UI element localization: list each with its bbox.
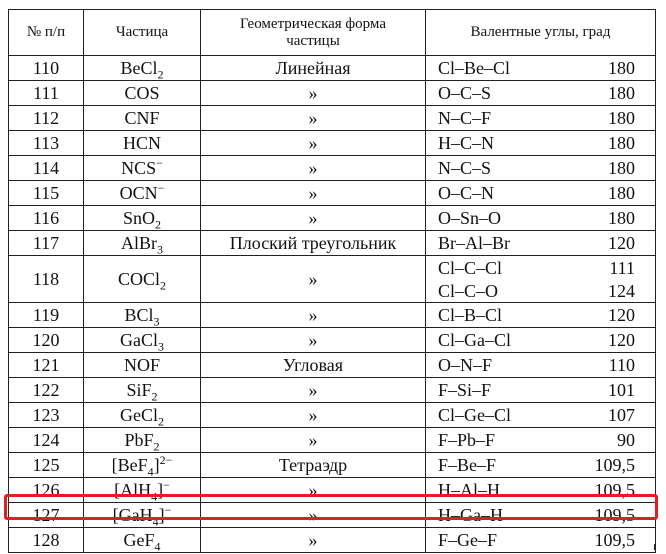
row-number: 120 [9, 328, 84, 353]
formula-charge: − [156, 156, 163, 170]
bond-angle-line [438, 403, 635, 427]
geometry-shape: » [201, 328, 426, 353]
bond-angles-cell [426, 181, 656, 206]
row-number: 124 [9, 428, 84, 453]
angle-value: 120 [608, 305, 635, 325]
row-number: 119 [9, 303, 84, 328]
angle-value: 180 [608, 58, 635, 78]
formula-subscript: 2 [160, 278, 166, 293]
row-number: 128 [9, 528, 84, 553]
bond-angle-line [438, 279, 635, 302]
bond-angle-line [438, 478, 635, 502]
formula-text: ] [157, 480, 164, 500]
particle-formula [84, 503, 201, 528]
particle-formula [84, 378, 201, 403]
particle-formula [84, 303, 201, 328]
row-number: 125 [9, 453, 84, 478]
angle-value: 180 [608, 133, 635, 153]
bond-label: F–Pb–F [438, 430, 496, 450]
bond-angles-cell [426, 328, 656, 353]
bond-label: Cl–Ge–Cl [438, 405, 512, 425]
formula-text: AlBr [121, 233, 157, 253]
angle-value: 109,5 [594, 455, 635, 475]
row-number: 111 [9, 81, 84, 106]
formula-subscript: 2 [157, 67, 164, 82]
angle-value: 180 [608, 108, 635, 128]
header-angles: Валентные углы, град [426, 10, 656, 56]
bond-angles-cell [426, 378, 656, 403]
formula-subscript: 4 [152, 514, 159, 529]
bond-angle-line [438, 503, 635, 527]
bond-angle-line [438, 453, 635, 477]
formula-text: SnO [122, 208, 155, 228]
geometry-shape: Угловая [201, 353, 426, 378]
bond-label: O–N–F [438, 355, 493, 375]
bond-angles-cell [426, 478, 656, 503]
bond-angles-cell [426, 231, 656, 256]
geometry-shape: Тетраэдр [201, 453, 426, 478]
bond-label: O–C–S [438, 83, 492, 103]
geometry-shape: » [201, 378, 426, 403]
table-body [9, 56, 656, 553]
bond-label: Cl–Ga–Cl [438, 330, 512, 350]
bond-angle-line [438, 256, 635, 279]
geometry-shape: » [201, 106, 426, 131]
bond-angle-line [438, 303, 635, 327]
particle-formula [84, 231, 201, 256]
angle-value: 90 [617, 430, 635, 450]
formula-text: GeF [123, 530, 155, 550]
row-number: 117 [9, 231, 84, 256]
formula-text: ] [158, 505, 165, 525]
particle-geometry-table [8, 9, 656, 553]
bond-label: H–C–N [438, 133, 495, 153]
angle-value: 110 [608, 355, 635, 375]
bond-label: N–C–F [438, 108, 492, 128]
bond-angle-line [438, 56, 635, 80]
angle-value: 180 [608, 158, 635, 178]
particle-formula [84, 156, 201, 181]
formula-text: [GaH [112, 505, 153, 525]
formula-subscript: 2 [155, 217, 161, 232]
particle-formula [84, 181, 201, 206]
formula-subscript: 2 [151, 389, 158, 404]
geometry-shape: » [201, 503, 426, 528]
angle-value: 107 [608, 405, 635, 425]
bond-angle-line [438, 206, 635, 230]
formula-charge: − [163, 478, 170, 492]
formula-text: GaCl [120, 330, 158, 350]
row-number: 114 [9, 156, 84, 181]
particle-formula [84, 428, 201, 453]
table-row [9, 453, 656, 478]
bond-angles-cell [426, 403, 656, 428]
row-number: 116 [9, 206, 84, 231]
angle-value: 180 [608, 208, 635, 228]
geometry-shape: » [201, 428, 426, 453]
row-number: 126 [9, 478, 84, 503]
header-num: № п/п [9, 10, 84, 56]
bond-angle-line [438, 428, 635, 452]
row-number: 127 [9, 503, 84, 528]
table-row [9, 206, 656, 231]
formula-text: COS [124, 83, 160, 103]
particle-formula [84, 206, 201, 231]
formula-text: SiF [126, 380, 152, 400]
bond-label: F–Ge–F [438, 530, 498, 550]
row-number: 112 [9, 106, 84, 131]
geometry-shape: » [201, 478, 426, 503]
particle-formula [84, 56, 201, 81]
particle-formula [84, 106, 201, 131]
bond-angle-line [438, 378, 635, 402]
bond-angles-cell [426, 428, 656, 453]
angle-value: 109,5 [594, 530, 635, 550]
angle-value: 124 [608, 280, 635, 301]
bond-label: H–Al–H [438, 480, 500, 500]
formula-subscript: 4 [147, 464, 154, 479]
row-number: 110 [9, 56, 84, 81]
table-row [9, 81, 656, 106]
table-row [9, 256, 656, 303]
formula-text: CNF [124, 108, 160, 128]
particle-formula [84, 81, 201, 106]
table-row [9, 503, 656, 528]
row-number: 123 [9, 403, 84, 428]
header-particle: Частица [84, 10, 201, 56]
geometry-shape: » [201, 256, 426, 303]
table-row [9, 303, 656, 328]
bond-label: F–Si–F [438, 380, 492, 400]
bond-angles-cell [426, 206, 656, 231]
formula-subscript: 4 [154, 539, 161, 554]
angle-value: 109,5 [594, 505, 635, 525]
bond-angle-line [438, 156, 635, 180]
bond-label: N–C–S [438, 158, 492, 178]
table-row [9, 328, 656, 353]
formula-charge: 2− [159, 453, 173, 467]
table-row [9, 403, 656, 428]
formula-subscript: 2 [158, 414, 164, 429]
table-row [9, 231, 656, 256]
formula-charge: − [164, 503, 172, 517]
bond-angle-line [438, 131, 635, 155]
bond-angles-cell [426, 131, 656, 156]
bond-label: Br–Al–Br [438, 233, 510, 253]
table-header-row [9, 10, 656, 56]
bond-angle-line [438, 106, 635, 130]
table-row [9, 181, 656, 206]
geometry-shape: » [201, 156, 426, 181]
formula-text: BeCl [120, 58, 158, 78]
bond-angles-cell [426, 503, 656, 528]
bond-label: O–C–N [438, 183, 495, 203]
bond-angles-cell [426, 156, 656, 181]
table-row [9, 353, 656, 378]
angle-value: 120 [608, 330, 635, 350]
formula-text: BCl [124, 305, 154, 325]
particle-formula [84, 478, 201, 503]
formula-text: NOF [123, 355, 160, 375]
formula-subscript: 2 [153, 439, 160, 454]
bond-angle-line [438, 328, 635, 352]
bond-angles-cell [426, 303, 656, 328]
geometry-shape: » [201, 403, 426, 428]
bond-label: Cl–Be–Cl [438, 58, 511, 78]
bond-angles-cell [426, 81, 656, 106]
particle-formula [84, 453, 201, 478]
geometry-shape: » [201, 131, 426, 156]
geometry-shape: Плоский треугольник [201, 231, 426, 256]
angle-value: 109,5 [594, 480, 635, 500]
particle-formula [84, 353, 201, 378]
geometry-shape: » [201, 206, 426, 231]
row-number: 115 [9, 181, 84, 206]
bond-angle-line [438, 353, 635, 377]
row-number: 113 [9, 131, 84, 156]
formula-text: COCl [117, 269, 160, 289]
formula-subscript: 4 [151, 489, 158, 504]
particle-formula [84, 403, 201, 428]
formula-charge: − [157, 181, 165, 195]
angle-value: 111 [609, 257, 635, 278]
header-geometry: Геометрическая форма частицы [201, 10, 426, 56]
bond-label: Cl–C–O [438, 280, 499, 301]
table-row [9, 478, 656, 503]
row-number: 118 [9, 256, 84, 303]
table-row [9, 106, 656, 131]
angle-value: 180 [608, 183, 635, 203]
table-row [9, 378, 656, 403]
angle-value: 120 [608, 233, 635, 253]
formula-text: PbF [124, 430, 154, 450]
bond-angle-line [438, 231, 635, 255]
angle-value: 180 [608, 83, 635, 103]
formula-text: HCN [122, 133, 161, 153]
bond-label: Cl–C–Cl [438, 257, 503, 278]
particle-formula [84, 131, 201, 156]
formula-subscript: 3 [157, 242, 163, 257]
bond-angles-cell [426, 256, 656, 303]
particle-formula [84, 328, 201, 353]
table-continuation [8, 544, 655, 550]
row-number: 121 [9, 353, 84, 378]
bond-label: Cl–B–Cl [438, 305, 503, 325]
bond-angles-cell [426, 453, 656, 478]
geometry-shape: » [201, 181, 426, 206]
table-row [9, 156, 656, 181]
angle-value: 101 [608, 380, 635, 400]
formula-subscript: 3 [153, 314, 160, 329]
formula-text: [AlH [114, 480, 152, 500]
bond-angle-line [438, 81, 635, 105]
bond-label: O–Sn–O [438, 208, 502, 228]
table-row [9, 428, 656, 453]
formula-text: NCS [121, 158, 157, 178]
table-row [9, 131, 656, 156]
bond-angle-line [438, 181, 635, 205]
bond-angles-cell [426, 353, 656, 378]
formula-subscript: 3 [158, 339, 164, 354]
geometry-shape: » [201, 528, 426, 553]
formula-text: OCN [119, 183, 158, 203]
particle-formula [84, 256, 201, 303]
formula-text: [BeF [111, 455, 148, 475]
table-row [9, 56, 656, 81]
geometry-shape: » [201, 303, 426, 328]
bond-angles-cell [426, 56, 656, 81]
formula-text: ] [153, 455, 160, 475]
bond-angles-cell [426, 106, 656, 131]
row-number: 122 [9, 378, 84, 403]
formula-text: GeCl [120, 405, 158, 425]
bond-label: F–Be–F [438, 455, 497, 475]
geometry-shape: » [201, 81, 426, 106]
bond-label: H–Ga–H [438, 505, 503, 525]
geometry-shape: Линейная [201, 56, 426, 81]
